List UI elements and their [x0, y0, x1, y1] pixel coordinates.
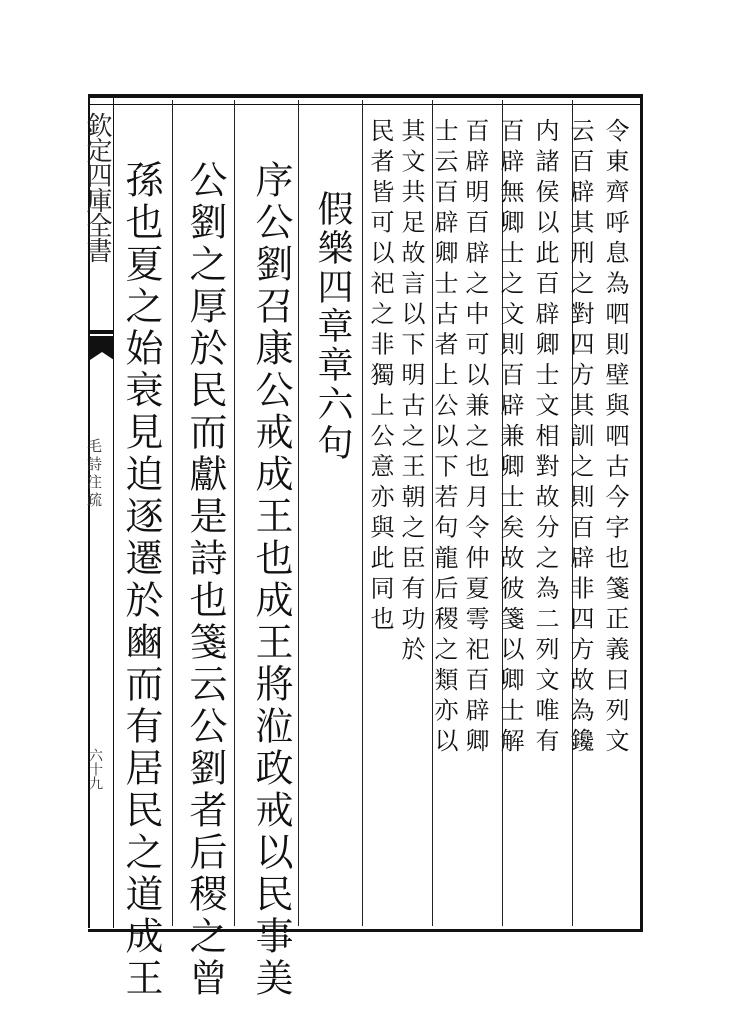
section-title: 毛詩注疏 [85, 438, 103, 510]
text-column: 公劉之厚於民而獻是詩也箋云公劉者后稷之曾 [183, 160, 227, 1000]
bottom-border [88, 926, 643, 932]
column-rule [234, 100, 235, 926]
right-border [640, 96, 643, 929]
text-column: 序公劉召康公戒成王也成王將涖政戒以民事美 [249, 160, 293, 1000]
fish-tail-mark-icon [90, 330, 114, 370]
text-column: 士云百辟卿士古者上公以下若句龍后稷之類亦以 [430, 118, 458, 759]
text-column: 令東齊呼息為呬則壁與呬古今字也箋正義曰列文 [601, 118, 629, 759]
text-column: 百辟無卿士之文則百辟兼卿士矣故彼箋以卿士解 [496, 118, 524, 759]
column-rule [362, 100, 363, 926]
chapter-heading: 假樂四章章六句 [312, 190, 353, 463]
text-column: 民者皆可以祀之非獨上公意亦與此同也 [366, 118, 394, 637]
page-number: 六十九 [87, 748, 103, 790]
text-column: 内諸侯以此百辟卿士文相對故分之為二列文唯有 [531, 118, 559, 759]
text-column: 云百辟其刑之對四方其訓之則百辟非四方故為鑱 [566, 118, 594, 759]
text-column: 孫也夏之始衰見迫逐遷於豳而有居民之道成王 [119, 160, 163, 1000]
book-title: 欽定四庫全書 [82, 112, 112, 262]
spine-rule [113, 96, 114, 928]
column-rule [172, 100, 173, 926]
column-rule [298, 100, 299, 926]
text-column: 百辟明百辟之中可以兼之也月令仲夏雩祀百辟卿 [461, 118, 489, 759]
text-column: 其文共足故言以下明古之王朝之臣有功於 [397, 118, 425, 667]
